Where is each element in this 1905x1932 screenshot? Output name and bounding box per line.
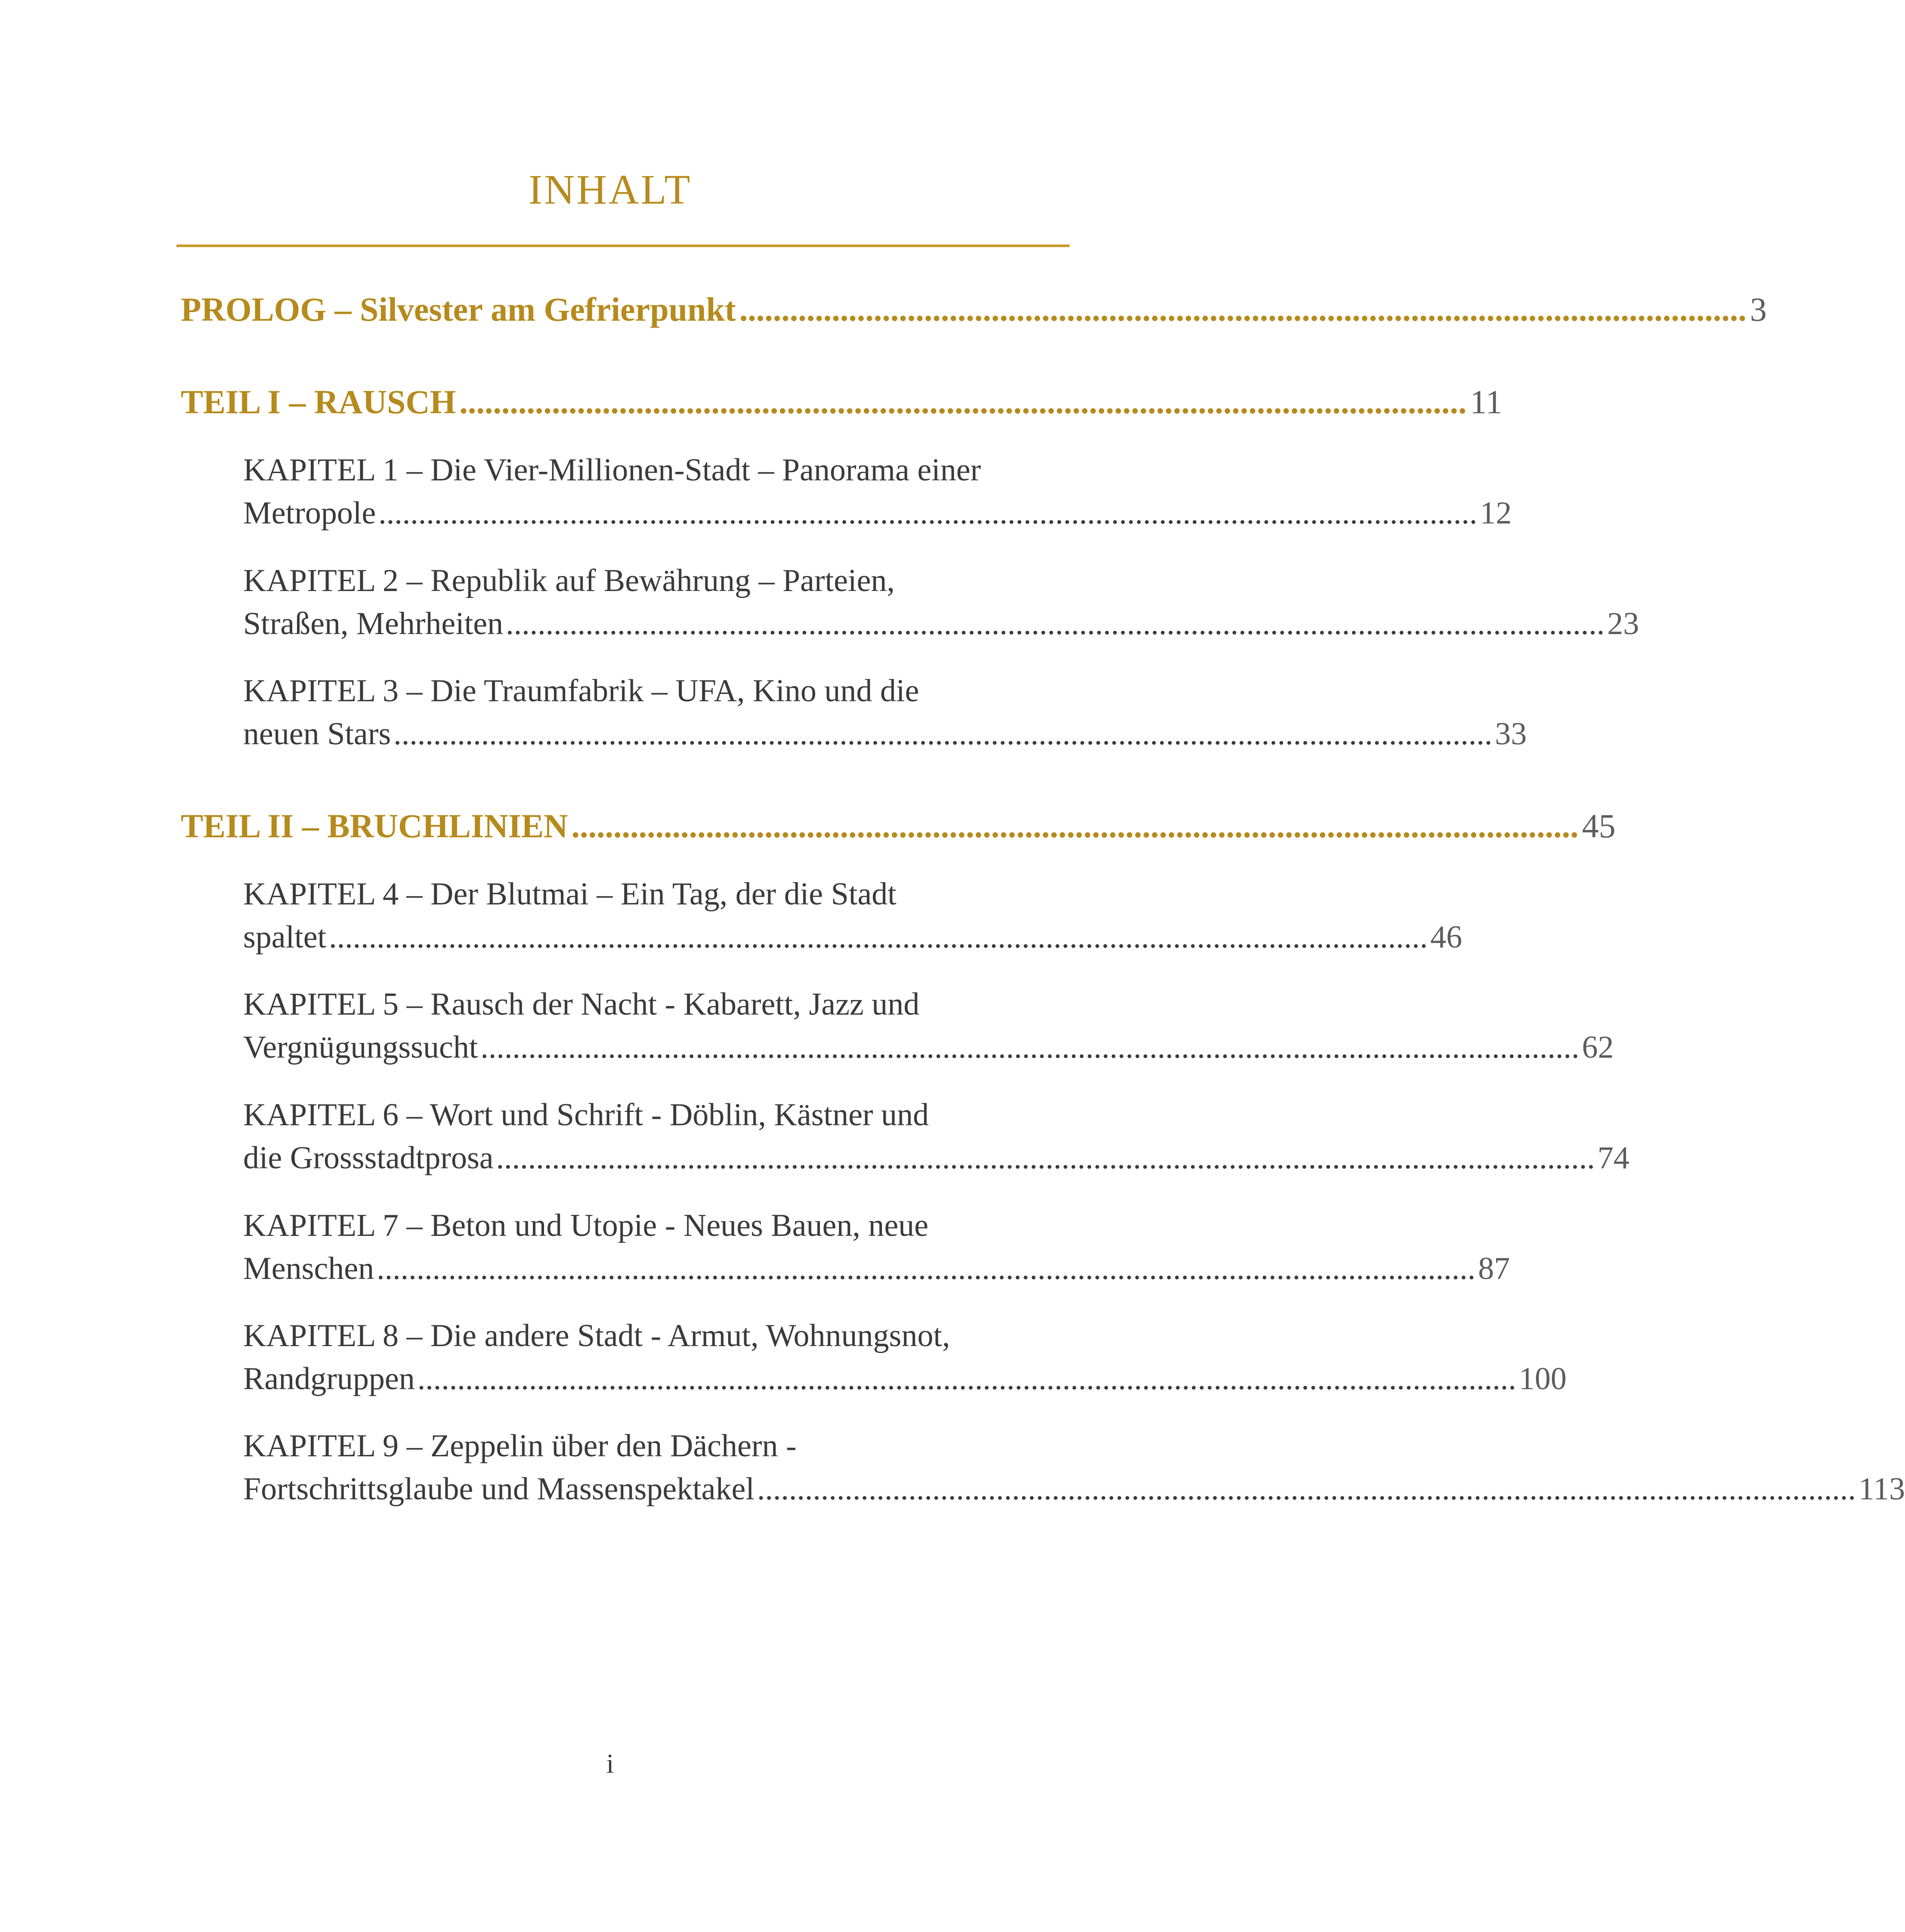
toc-entry-label: TEIL I – RAUSCH [181,383,456,421]
chapter-title-line: KAPITEL 3 – Die Traumfabrik – UFA, Kino und die [243,673,919,709]
toc-entry-label: TEIL II – BRUCHLINIEN [181,807,568,845]
dot-leader: .......................................................................................................................................... [480,1030,1580,1065]
dot-leader: ........................................................................................................................ [571,807,1579,845]
dot-leader: .......................................................................................................................................... [378,495,1478,531]
toc-page-number: 23 [1607,606,1639,641]
chapter-title-line: Randgruppen [243,1361,415,1396]
toc-entry-chapter-3[interactable] [243,673,1527,752]
chapter-title-line: neuen Stars [243,716,391,752]
toc-entry-part-2[interactable] [181,807,1616,845]
toc-page-number: 113 [1858,1471,1905,1507]
toc-page-number: 12 [1480,495,1512,531]
toc-entry-label: PROLOG – Silvester am Gefrierpunkt [181,291,736,328]
chapter-title-line: KAPITEL 9 – Zeppelin über den Dächern - [243,1428,797,1464]
toc-page-number: 100 [1518,1361,1567,1396]
dot-leader: .......................................................................................................................................... [506,606,1605,641]
chapter-title-line: Vergnügungssucht [243,1030,478,1065]
toc-entry-chapter-5[interactable] [243,987,1614,1065]
chapter-title-line: Straßen, Mehrheiten [243,606,504,641]
dot-leader: ........................................................................................................................ [739,291,1747,328]
chapter-title-line: KAPITEL 8 – Die andere Stadt - Armut, Wohnungsnot, [243,1318,950,1353]
chapter-title-line: KAPITEL 7 – Beton und Utopie - Neues Bauen, neue [243,1208,929,1243]
chapter-title-line: Metropole [243,495,376,531]
toc-entry-chapter-6[interactable] [243,1097,1630,1176]
chapter-title-line: KAPITEL 6 – Wort und Schrift - Döblin, Kästner und [243,1097,929,1133]
chapter-title-line: KAPITEL 2 – Republik auf Bewährung – Parteien, [243,563,895,598]
toc-page-number: 46 [1430,920,1463,955]
chapter-title-line: Fortschrittsglaube und Massenspektakel [243,1471,755,1507]
dot-leader: .......................................................................................................................................... [329,920,1428,955]
toc-entry-chapter-2[interactable] [243,563,1639,641]
chapter-title-line: spaltet [243,920,327,955]
toc-page-number: 33 [1495,716,1527,752]
chapter-title-line: KAPITEL 1 – Die Vier-Millionen-Stadt – Panorama einer [243,452,981,488]
toc-entry-part-1[interactable] [181,383,1503,421]
chapter-title-line: Menschen [243,1251,374,1286]
dot-leader: .......................................................................................................................................... [757,1471,1856,1507]
page-number: i [606,1748,614,1779]
toc-entry-chapter-8[interactable] [243,1318,1567,1396]
toc-page-number: 45 [1582,807,1616,845]
toc-page-number: 62 [1582,1030,1614,1065]
page-title: INHALT [528,167,692,213]
toc-page-number: 11 [1470,383,1503,421]
toc-entry-chapter-7[interactable] [243,1208,1510,1286]
chapter-title-line: die Grossstadtprosa [243,1140,494,1176]
toc-page-number: 3 [1750,291,1767,328]
dot-leader: .......................................................................................................................................... [393,716,1493,752]
dot-leader: .......................................................................................................................................... [496,1140,1595,1176]
chapter-title-line: KAPITEL 5 – Rausch der Nacht - Kabarett, Jazz und [243,987,920,1022]
toc-entry-chapter-1[interactable] [243,452,1512,531]
toc-entry-prolog[interactable] [181,291,1767,328]
toc-entry-chapter-4[interactable] [243,876,1463,955]
toc-page-number: 87 [1478,1251,1510,1286]
toc-entry-chapter-9[interactable] [243,1428,1905,1507]
chapter-title-line: KAPITEL 4 – Der Blutmai – Ein Tag, der die Stadt [243,876,897,912]
dot-leader: ........................................................................................................................ [459,383,1467,421]
dot-leader: .......................................................................................................................................... [417,1361,1516,1396]
toc-page-number: 74 [1597,1140,1630,1176]
dot-leader: .......................................................................................................................................... [377,1251,1476,1286]
